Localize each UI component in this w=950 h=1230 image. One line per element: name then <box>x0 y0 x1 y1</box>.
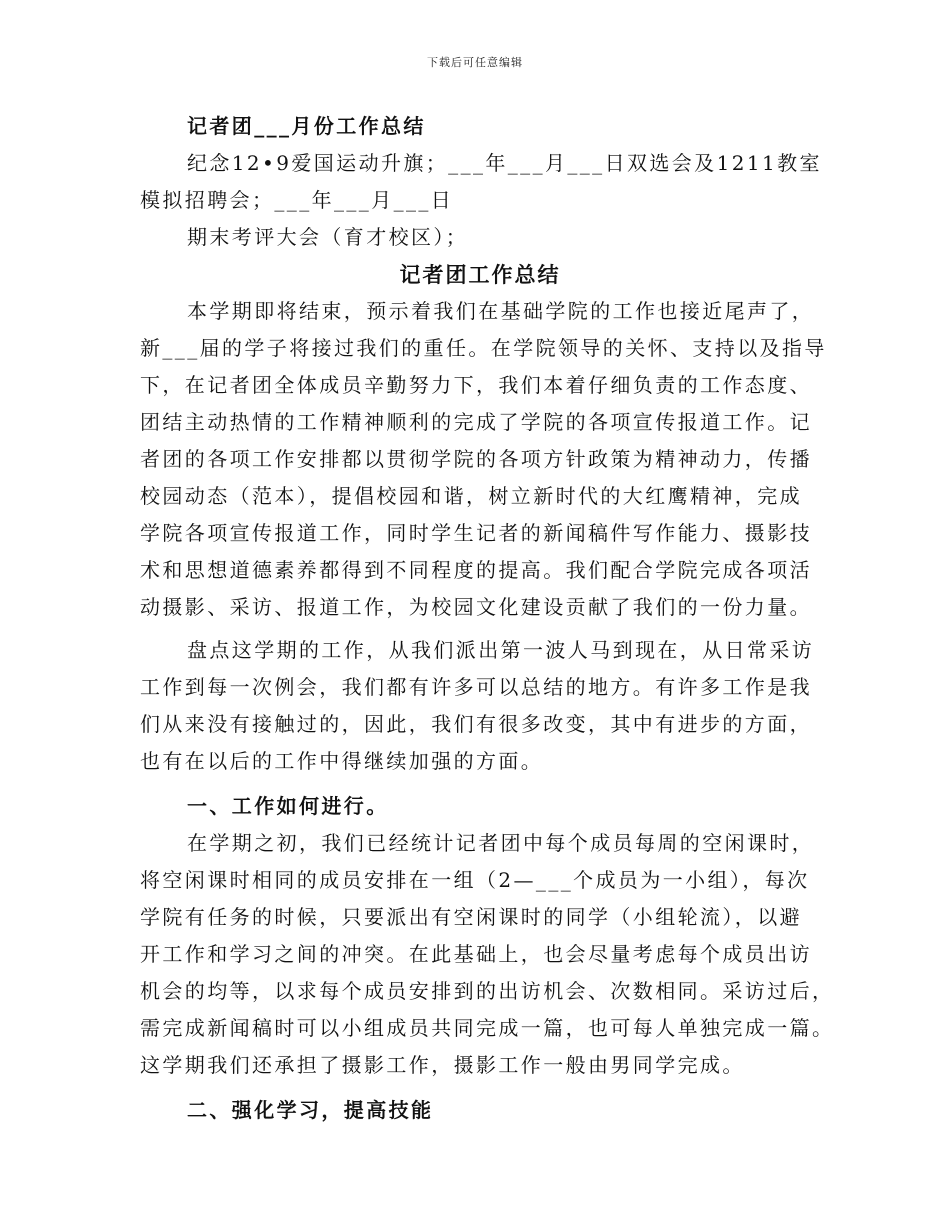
paragraph-line: 者团的各项工作安排都以贯彻学院的各项方针政策为精神动力，传播 <box>140 447 812 471</box>
paragraph-line: 机会的均等，以求每个成员安排到的出访机会、次数相同。采访过后， <box>140 979 835 1003</box>
paragraph-line: 在学期之初，我们已经统计记者团中每个成员每周的空闲课时， <box>187 831 815 855</box>
paragraph-line: 校园动态（范本），提倡校园和谐，树立新时代的大红鹰精神，完成 <box>140 484 802 508</box>
paragraph-line: 这学期我们还承担了摄影工作，摄影工作一般由男同学完成。 <box>140 1053 745 1077</box>
paragraph-line: 下，在记者团全体成员辛勤努力下，我们本着仔细负责的工作态度、 <box>140 373 812 397</box>
paragraph-review <box>140 632 820 780</box>
paragraph-line: 团结主动热情的工作精神顺利的完成了学院的各项宣传报道工作。记 <box>140 410 812 434</box>
section-heading-2: 二、强化学习，提高技能 <box>187 1098 434 1122</box>
event-line-1: 纪念12•9爱国运动升旗；___年___月___日双选会及1211教室 <box>187 151 822 175</box>
paragraph-line: 术和思想道德素养都得到不同程度的提高。我们配合学院完成各项活 <box>140 558 812 582</box>
monthly-summary-heading: 记者团___月份工作总结 <box>187 114 426 138</box>
paragraph-line: 本学期即将结束，预示着我们在基础学院的工作也接近尾声了， <box>187 299 815 323</box>
paragraph-line: 需完成新闻稿时可以小组成员共同完成一篇，也可每人单独完成一篇。 <box>140 1016 835 1040</box>
paragraph-line: 将空闲课时相同的成员安排在一组（2—___个成员为一小组），每次 <box>140 868 810 892</box>
paragraph-line: 学院有任务的时候，只要派出有空闲课时的同学（小组轮流），以避 <box>140 905 802 929</box>
document-body <box>140 108 835 1129</box>
section-heading-1: 一、工作如何进行。 <box>187 794 389 818</box>
paragraph-line: 们从来没有接触过的，因此，我们有很多改变，其中有进步的方面， <box>140 712 812 736</box>
event-line-2: 模拟招聘会；___年___月___日 <box>140 188 454 212</box>
paragraph-work-process <box>140 825 835 1084</box>
paragraph-line: 工作到每一次例会，我们都有许多可以总结的地方。有许多工作是我 <box>140 675 812 699</box>
paragraph-line: 盘点这学期的工作，从我们派出第一波人马到现在，从日常采访 <box>187 638 815 662</box>
paragraph-intro <box>140 293 827 626</box>
header-note: 下载后可任意编辑 <box>427 56 523 69</box>
paragraph-line: 也有在以后的工作中得继续加强的方面。 <box>140 749 544 773</box>
paragraph-line: 学院各项宣传报道工作，同时学生记者的新闻稿件写作能力、摄影技 <box>140 521 812 545</box>
paragraph-line: 开工作和学习之间的冲突。在此基础上，也会尽量考虑每个成员出访 <box>140 942 812 966</box>
paragraph-line: 动摄影、采访、报道工作，为校园文化建设贡献了我们的一份力量。 <box>140 595 812 619</box>
summary-title: 记者团工作总结 <box>399 262 561 287</box>
paragraph-line: 新___届的学子将接过我们的重任。在学院领导的关怀、支持以及指导 <box>140 336 827 360</box>
event-line-3: 期末考评大会（育才校区）； <box>187 225 469 249</box>
